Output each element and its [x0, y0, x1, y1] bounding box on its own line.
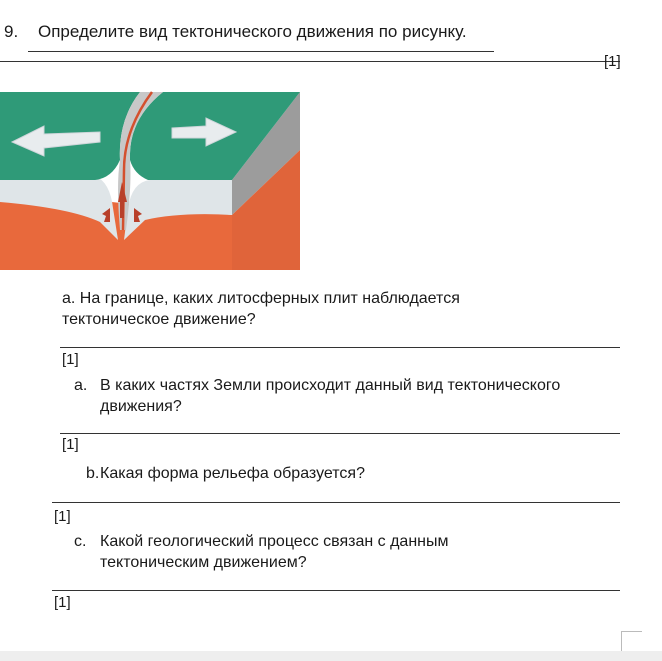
answer-line-2 [60, 433, 620, 434]
subquestion-3-text: Какая форма рельефа образуется? [100, 465, 365, 482]
subquestion-1-text-line2: тектоническое движение? [62, 311, 256, 328]
mark-4: [1] [54, 594, 71, 611]
subquestion-1-marker: a. [62, 290, 76, 307]
title-underline [28, 51, 494, 52]
subquestion-2-text [100, 375, 630, 417]
subquestion-1-text-line1: На границе, каких литосферных плит наблюдается [79, 290, 460, 307]
question-title: Определите вид тектонического движения по рисунку. [38, 22, 467, 41]
tectonic-divergence-figure [0, 90, 302, 270]
mark-1: [1] [62, 351, 79, 368]
answer-line-3 [52, 502, 620, 503]
subquestion-2-text-line2: движения? [100, 398, 182, 415]
subquestion-4-text-line2: тектоническим движением? [100, 554, 307, 571]
question-mark: [1] [604, 53, 621, 70]
subquestion-3-marker: b. [86, 465, 100, 482]
mark-3: [1] [54, 508, 71, 525]
subquestion-1 [62, 288, 622, 330]
answer-line-1 [60, 347, 620, 348]
subquestion-4-marker: c. [74, 533, 87, 550]
subquestion-2-marker: a. [74, 377, 88, 394]
subquestion-2-text-line1: В каких частях Земли происходит данный вид тектонического [100, 377, 561, 394]
subquestion-4-text [100, 531, 620, 573]
bottom-strip [0, 651, 662, 661]
answer-line-4 [52, 590, 620, 591]
subquestion-4-text-line1: Какой геологический процесс связан с данным [100, 533, 449, 550]
question-number: 9. [4, 22, 19, 41]
answer-line [0, 61, 620, 62]
mark-2: [1] [62, 436, 79, 453]
